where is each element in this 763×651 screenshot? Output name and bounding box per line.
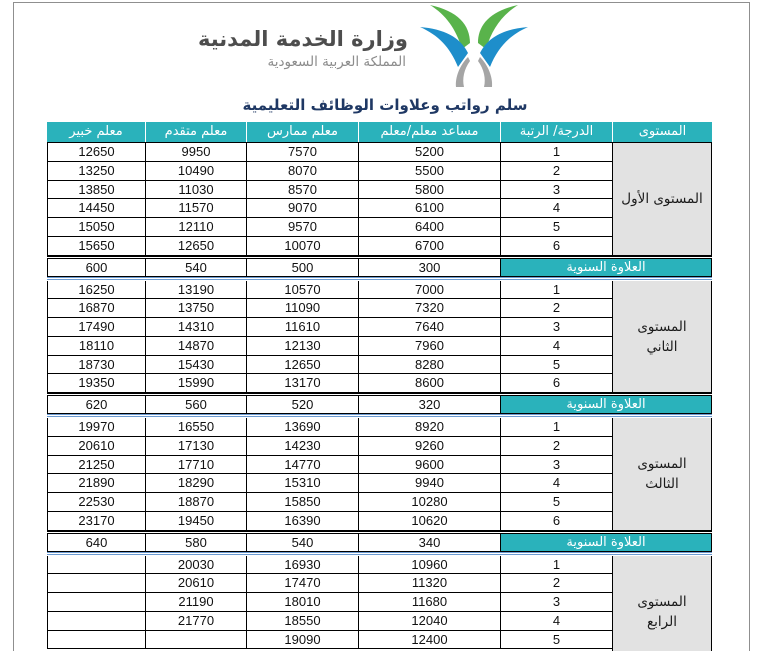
- salary-row: [47, 199, 612, 218]
- annual-raise-advanced-teacher-salary-cell: 580: [145, 534, 246, 551]
- advanced-teacher-salary-cell: 11030: [145, 181, 246, 199]
- salary-row: [47, 512, 612, 531]
- grade-cell: 4: [500, 337, 612, 355]
- practitioner-teacher-salary-cell: 12650: [246, 356, 358, 374]
- level-label-line: الرابع: [646, 613, 677, 630]
- assistant-teacher-salary-cell: 5800: [358, 181, 500, 199]
- salary-row: [47, 162, 612, 181]
- assistant-teacher-salary-cell: 12400: [358, 631, 500, 649]
- level-label-line: الثالث: [645, 476, 679, 493]
- salary-row: [47, 437, 612, 456]
- annual-raise-expert-teacher-salary-cell: 600: [47, 259, 145, 276]
- assistant-teacher-salary-cell: 7320: [358, 299, 500, 317]
- page-title: سلم رواتب وعلاوات الوظائف التعليمية: [242, 96, 528, 114]
- advanced-teacher-salary-cell: 21770: [145, 612, 246, 630]
- grade-cell: 3: [500, 181, 612, 199]
- annual-raise-expert-teacher-salary-cell: 640: [47, 534, 145, 551]
- expert-teacher-salary-cell: 19970: [47, 418, 145, 436]
- annual-raise-assistant-teacher-salary-cell: 340: [358, 534, 500, 551]
- grade-cell: 5: [500, 218, 612, 236]
- expert-teacher-salary-cell: 12650: [47, 143, 145, 161]
- advanced-teacher-salary-cell: 17710: [145, 456, 246, 474]
- level-label: [613, 189, 711, 209]
- annual-raise-row: [47, 256, 712, 277]
- grade-cell: 3: [500, 456, 612, 474]
- salary-row: [47, 374, 612, 393]
- salary-row: [47, 456, 612, 475]
- expert-teacher-salary-cell: [47, 574, 145, 592]
- practitioner-teacher-salary-cell: 16390: [246, 512, 358, 530]
- practitioner-teacher-salary-cell: 9070: [246, 199, 358, 217]
- practitioner-teacher-salary-cell: 13690: [246, 418, 358, 436]
- grade-cell: 4: [500, 474, 612, 492]
- level-separator-line: [47, 414, 712, 417]
- practitioner-teacher-salary-cell: 15850: [246, 493, 358, 511]
- annual-raise-advanced-teacher-salary-cell: 560: [145, 396, 246, 413]
- level-label-line: المستوى: [637, 593, 687, 610]
- column-header-expert-teacher: معلم خبير: [69, 124, 123, 139]
- annual-raise-label: العلاوة السنوية: [500, 534, 712, 551]
- assistant-teacher-salary-cell: 9600: [358, 456, 500, 474]
- expert-teacher-salary-cell: 22530: [47, 493, 145, 511]
- advanced-teacher-salary-cell: 21190: [145, 593, 246, 611]
- practitioner-teacher-salary-cell: 11610: [246, 318, 358, 336]
- advanced-teacher-salary-cell: 16550: [145, 418, 246, 436]
- salary-row: [47, 143, 612, 162]
- expert-teacher-salary-cell: [47, 593, 145, 611]
- advanced-teacher-salary-cell: 12650: [145, 237, 246, 255]
- annual-raise-practitioner-teacher-salary-cell: 520: [246, 396, 358, 413]
- annual-raise-assistant-teacher-salary-cell: 320: [358, 396, 500, 413]
- assistant-teacher-salary-cell: 12040: [358, 612, 500, 630]
- advanced-teacher-salary-cell: 10490: [145, 162, 246, 180]
- assistant-teacher-salary-cell: 9260: [358, 437, 500, 455]
- expert-teacher-salary-cell: 14450: [47, 199, 145, 217]
- grade-cell: 1: [500, 556, 612, 574]
- assistant-teacher-salary-cell: 6100: [358, 199, 500, 217]
- level-name-cell: [612, 281, 712, 394]
- annual-raise-row: [47, 531, 712, 552]
- expert-teacher-salary-cell: [47, 556, 145, 574]
- advanced-teacher-salary-cell: 15990: [145, 374, 246, 392]
- advanced-teacher-salary-cell: 20030: [145, 556, 246, 574]
- advanced-teacher-salary-cell: 12110: [145, 218, 246, 236]
- assistant-teacher-salary-cell: 8600: [358, 374, 500, 392]
- practitioner-teacher-salary-cell: 17470: [246, 574, 358, 592]
- grade-cell: 5: [500, 356, 612, 374]
- salary-row: [47, 181, 612, 200]
- annual-raise-advanced-teacher-salary-cell: 540: [145, 259, 246, 276]
- salary-row: [47, 493, 612, 512]
- practitioner-teacher-salary-cell: 19090: [246, 631, 358, 649]
- expert-teacher-salary-cell: 18730: [47, 356, 145, 374]
- grade-cell: 4: [500, 199, 612, 217]
- annual-raise-row: [47, 393, 712, 414]
- advanced-teacher-salary-cell: 19450: [145, 512, 246, 530]
- level-separator-line: [47, 552, 712, 555]
- expert-teacher-salary-cell: 17490: [47, 318, 145, 336]
- grade-cell: 2: [500, 574, 612, 592]
- grade-cell: 3: [500, 593, 612, 611]
- expert-teacher-salary-cell: 21890: [47, 474, 145, 492]
- advanced-teacher-salary-cell: 15430: [145, 356, 246, 374]
- level-name-cell: [612, 556, 712, 651]
- practitioner-teacher-salary-cell: 14230: [246, 437, 358, 455]
- grade-cell: 5: [500, 493, 612, 511]
- column-header-advanced-teacher: معلم متقدم: [145, 122, 246, 142]
- grade-cell: 6: [500, 512, 612, 530]
- advanced-teacher-salary-cell: 13750: [145, 299, 246, 317]
- practitioner-teacher-salary-cell: 12130: [246, 337, 358, 355]
- annual-raise-label: العلاوة السنوية: [500, 259, 712, 276]
- practitioner-teacher-salary-cell: 13170: [246, 374, 358, 392]
- expert-teacher-salary-cell: 13850: [47, 181, 145, 199]
- expert-teacher-salary-cell: 23170: [47, 512, 145, 530]
- level-name-cell: [612, 418, 712, 531]
- salary-row: [47, 418, 612, 437]
- advanced-teacher-salary-cell: 9950: [145, 143, 246, 161]
- column-header-practitioner-teacher: معلم ممارس: [246, 122, 358, 142]
- advanced-teacher-salary-cell: 18870: [145, 493, 246, 511]
- expert-teacher-salary-cell: 19350: [47, 374, 145, 392]
- level-name-cell: [612, 143, 712, 256]
- practitioner-teacher-salary-cell: 16930: [246, 556, 358, 574]
- assistant-teacher-salary-cell: 8920: [358, 418, 500, 436]
- expert-teacher-salary-cell: 16870: [47, 299, 145, 317]
- assistant-teacher-salary-cell: 5200: [358, 143, 500, 161]
- advanced-teacher-salary-cell: 11570: [145, 199, 246, 217]
- assistant-teacher-salary-cell: 10620: [358, 512, 500, 530]
- level-label-line: المستوى الأول: [621, 191, 703, 208]
- salary-row: [47, 593, 612, 612]
- expert-teacher-salary-cell: 16250: [47, 281, 145, 299]
- practitioner-teacher-salary-cell: 15310: [246, 474, 358, 492]
- practitioner-teacher-salary-cell: 14770: [246, 456, 358, 474]
- grade-cell: 3: [500, 318, 612, 336]
- assistant-teacher-salary-cell: 11320: [358, 574, 500, 592]
- expert-teacher-salary-cell: 18110: [47, 337, 145, 355]
- practitioner-teacher-salary-cell: 8570: [246, 181, 358, 199]
- annual-raise-practitioner-teacher-salary-cell: 540: [246, 534, 358, 551]
- annual-raise-practitioner-teacher-salary-cell: 500: [246, 259, 358, 276]
- ministry-name: وزارة الخدمة المدنية: [197, 27, 408, 51]
- advanced-teacher-salary-cell: 17130: [145, 437, 246, 455]
- assistant-teacher-salary-cell: 9940: [358, 474, 500, 492]
- practitioner-teacher-salary-cell: 10070: [246, 237, 358, 255]
- salary-row: [47, 356, 612, 375]
- annual-raise-assistant-teacher-salary-cell: 300: [358, 259, 500, 276]
- expert-teacher-salary-cell: [47, 631, 145, 649]
- advanced-teacher-salary-cell: 18290: [145, 474, 246, 492]
- level-label: [613, 592, 711, 632]
- advanced-teacher-salary-cell: [145, 631, 246, 649]
- practitioner-teacher-salary-cell: 9570: [246, 218, 358, 236]
- level-label-line: المستوى: [637, 456, 687, 473]
- salary-row: [47, 631, 612, 650]
- grade-cell: 4: [500, 612, 612, 630]
- practitioner-teacher-salary-cell: 10570: [246, 281, 358, 299]
- advanced-teacher-salary-cell: 20610: [145, 574, 246, 592]
- salary-row: [47, 281, 612, 300]
- practitioner-teacher-salary-cell: 7570: [246, 143, 358, 161]
- salary-row: [47, 237, 612, 256]
- level-label: [613, 317, 711, 357]
- grade-cell: 1: [500, 143, 612, 161]
- salary-row: [47, 612, 612, 631]
- expert-teacher-salary-cell: 13250: [47, 162, 145, 180]
- grade-cell: 2: [500, 437, 612, 455]
- practitioner-teacher-salary-cell: 18010: [246, 593, 358, 611]
- salary-row: [47, 299, 612, 318]
- assistant-teacher-salary-cell: 6400: [358, 218, 500, 236]
- level-label: [613, 454, 711, 494]
- grade-cell: 2: [500, 299, 612, 317]
- country-name: المملكة العربية السعودية: [267, 54, 406, 70]
- assistant-teacher-salary-cell: 5500: [358, 162, 500, 180]
- expert-teacher-salary-cell: 20610: [47, 437, 145, 455]
- expert-teacher-salary-cell: 15050: [47, 218, 145, 236]
- column-header-assistant-teacher: مساعد معلم/معلم: [358, 122, 500, 142]
- salary-row: [47, 337, 612, 356]
- expert-teacher-salary-cell: [47, 612, 145, 630]
- salary-row: [47, 574, 612, 593]
- advanced-teacher-salary-cell: 14310: [145, 318, 246, 336]
- annual-raise-expert-teacher-salary-cell: 620: [47, 396, 145, 413]
- practitioner-teacher-salary-cell: 11090: [246, 299, 358, 317]
- salary-row: [47, 474, 612, 493]
- salary-row: [47, 318, 612, 337]
- assistant-teacher-salary-cell: 7640: [358, 318, 500, 336]
- salary-row: [47, 556, 612, 575]
- salary-row: [47, 218, 612, 237]
- assistant-teacher-salary-cell: 11680: [358, 593, 500, 611]
- expert-teacher-salary-cell: 21250: [47, 456, 145, 474]
- column-header-level: المستوى: [612, 122, 712, 142]
- level-separator-line: [47, 277, 712, 280]
- level-label-line: الثاني: [646, 338, 678, 355]
- advanced-teacher-salary-cell: 14870: [145, 337, 246, 355]
- expert-teacher-salary-cell: 15650: [47, 237, 145, 255]
- annual-raise-label: العلاوة السنوية: [500, 396, 712, 413]
- grade-cell: 1: [500, 418, 612, 436]
- assistant-teacher-salary-cell: 10280: [358, 493, 500, 511]
- level-label-line: المستوى: [637, 318, 687, 335]
- assistant-teacher-salary-cell: 7000: [358, 281, 500, 299]
- assistant-teacher-salary-cell: 10960: [358, 556, 500, 574]
- assistant-teacher-salary-cell: 7960: [358, 337, 500, 355]
- assistant-teacher-salary-cell: 8280: [358, 356, 500, 374]
- column-header-grade: الدرجة/ الرتبة: [500, 122, 612, 142]
- practitioner-teacher-salary-cell: 8070: [246, 162, 358, 180]
- grade-cell: 6: [500, 374, 612, 392]
- practitioner-teacher-salary-cell: 18550: [246, 612, 358, 630]
- grade-cell: 5: [500, 631, 612, 649]
- assistant-teacher-salary-cell: 6700: [358, 237, 500, 255]
- grade-cell: 1: [500, 281, 612, 299]
- advanced-teacher-salary-cell: 13190: [145, 281, 246, 299]
- grade-cell: 6: [500, 237, 612, 255]
- grade-cell: 2: [500, 162, 612, 180]
